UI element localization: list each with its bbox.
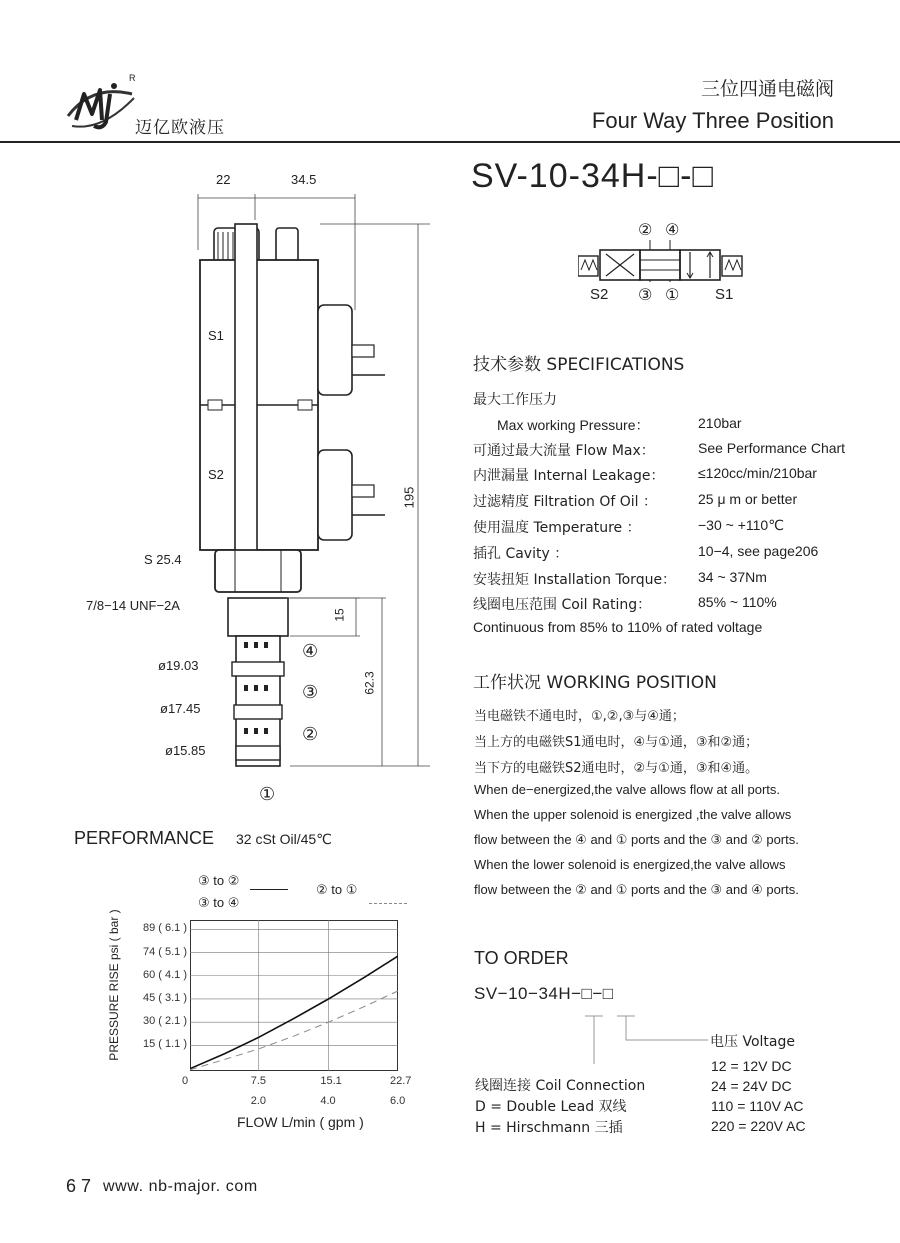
legend-dash: ② to ①	[316, 882, 358, 897]
working-line: 当上方的电磁铁S1通电时，④与①通，③和②通；	[474, 735, 759, 750]
spec-label: 线圈电压范围 Coil Rating：	[473, 597, 652, 613]
order-heading: TO ORDER	[474, 948, 569, 968]
port-label-3: ③	[638, 287, 653, 304]
performance-condition: 32 cSt Oil/45℃	[236, 831, 332, 847]
voltage-label: 电压 Voltage	[710, 1034, 795, 1050]
coil-connection-label: 线圈连接 Coil Connection	[475, 1078, 646, 1094]
legend-solid-2: ③ to ④	[198, 895, 240, 910]
hex-size: S 25.4	[144, 552, 182, 567]
registered-mark: R	[129, 73, 136, 83]
diameter-15-85: ø15.85	[165, 743, 206, 758]
legend-solid-line	[250, 889, 288, 890]
spec-label: 使用温度 Temperature ：	[473, 520, 641, 536]
y-tick-label: 45 ( 3.1 )	[142, 991, 187, 1004]
spec-value: 34 ~ 37Nm	[698, 569, 767, 585]
diameter-17-45: ø17.45	[160, 701, 201, 716]
spec-label: 插孔 Cavity ：	[473, 546, 569, 562]
specs-heading: 技术参数 SPECIFICATIONS	[473, 355, 685, 375]
legend-dash-line	[369, 903, 407, 904]
drawing-port-2: ②	[302, 724, 319, 744]
port-label-1: ①	[665, 287, 680, 304]
x-tick-label: 7.5	[250, 1075, 267, 1087]
spec-label: 过滤精度 Filtration Of Oil ：	[473, 494, 658, 510]
dim-34-5: 34.5	[291, 172, 317, 187]
drawing-port-3: ③	[302, 682, 319, 702]
port-label-2: ②	[638, 222, 653, 239]
x-tick-label-gpm: 4.0	[320, 1095, 336, 1107]
performance-heading: PERFORMANCE	[74, 828, 215, 848]
spec-label: 最大工作压力	[473, 392, 557, 408]
x-tick-label-gpm: 2.0	[250, 1095, 267, 1107]
page-number: 6 7	[66, 1176, 92, 1196]
working-heading: 工作状况 WORKING POSITION	[473, 673, 717, 693]
solenoid-label-s2: S2	[590, 286, 609, 303]
coil-option: H = Hirschmann 三插	[475, 1120, 623, 1136]
voltage-option: 220 = 220V AC	[711, 1118, 806, 1134]
website-url[interactable]: www. nb-major. com	[103, 1178, 258, 1195]
working-line: 当下方的电磁铁S2通电时，②与①通，③和④通。	[474, 761, 759, 776]
drawing-port-1: ①	[259, 784, 276, 804]
series-line-2	[190, 991, 398, 1070]
title-cn: 三位四通电磁阀	[700, 78, 834, 100]
spec-label: Continuous from 85% to 110% of rated voltage	[473, 619, 763, 635]
voltage-option: 12 = 12V DC	[711, 1058, 792, 1074]
legend-solid-1: ③ to ②	[198, 873, 240, 888]
chart-ylabel: PRESSURE RISE psi ( bar )	[107, 909, 121, 1061]
port-label-4: ④	[665, 222, 680, 239]
spec-value: 85% ~ 110%	[698, 594, 777, 610]
drawing-port-4: ④	[302, 641, 319, 661]
title-en: Four Way Three Position	[591, 108, 834, 133]
series-line-1	[190, 956, 398, 1069]
y-tick-label: 30 ( 2.1 )	[142, 1015, 187, 1028]
mj-logo-icon	[62, 76, 142, 136]
spec-value: 10−4, see page206	[698, 543, 819, 559]
order-leader-lines	[583, 1012, 713, 1067]
valve-symbol-icon	[578, 240, 746, 282]
chart-frame	[191, 921, 398, 1071]
voltage-option: 24 = 24V DC	[711, 1078, 792, 1094]
x-tick-label: 0	[182, 1075, 189, 1087]
voltage-option: 110 = 110V AC	[711, 1098, 804, 1114]
dim-62-3: 62.3	[362, 671, 377, 695]
spec-value: −30 ~ +110℃	[698, 517, 784, 533]
spec-value: 25 μ m or better	[698, 491, 798, 507]
spec-label: Max working Pressure：	[497, 417, 650, 433]
brand-name: 迈亿欧液压	[135, 118, 225, 138]
spec-label: 可通过最大流量 Flow Max：	[473, 443, 655, 459]
spec-value: See Performance Chart	[698, 440, 846, 456]
coil-option: D = Double Lead 双线	[475, 1099, 627, 1115]
dim-22: 22	[216, 172, 231, 187]
x-tick-label: 22.7	[390, 1075, 412, 1087]
coil-label-s2: S2	[208, 467, 224, 482]
solenoid-label-s1: S1	[715, 286, 734, 303]
x-tick-label: 15.1	[320, 1075, 342, 1087]
x-tick-label-gpm: 6.0	[390, 1095, 406, 1107]
working-line: 当电磁铁不通电时，①,②,③与④通；	[474, 709, 685, 724]
model-number: SV-10-34H-□-□	[471, 157, 715, 195]
spec-value: ≤120cc/min/210bar	[698, 465, 817, 481]
diameter-19-03: ø19.03	[158, 658, 199, 673]
performance-chart	[190, 920, 398, 1071]
y-tick-label: 89 ( 6.1 )	[142, 922, 187, 935]
y-tick-label: 60 ( 4.1 )	[142, 968, 187, 981]
header-rule	[0, 141, 900, 143]
working-line: When the lower solenoid is energized,the valve allows	[474, 857, 786, 872]
order-code: SV−10−34H−□−□	[474, 984, 614, 1003]
working-line: flow between the ④ and ① ports and the ③ and ② ports.	[474, 832, 799, 847]
dim-195: 195	[401, 486, 417, 509]
working-line: When de−energized,the valve allows flow at all ports.	[474, 782, 781, 797]
spec-value: 210bar	[698, 415, 742, 431]
spec-label: 内泄漏量 Internal Leakage：	[473, 468, 665, 484]
working-line: flow between the ② and ① ports and the ③ and ④ ports.	[474, 882, 799, 897]
working-line: When the upper solenoid is energized ,the valve allows	[474, 807, 792, 822]
chart-xlabel: FLOW L/min ( gpm )	[237, 1114, 364, 1130]
y-tick-label: 15 ( 1.1 )	[142, 1038, 187, 1051]
dim-15: 15	[332, 608, 347, 622]
spec-label: 安装扭矩 Installation Torque：	[473, 572, 677, 588]
thread-spec: 7/8−14 UNF−2A	[86, 598, 180, 613]
y-tick-label: 74 ( 5.1 )	[142, 945, 187, 958]
coil-label-s1: S1	[208, 328, 224, 343]
